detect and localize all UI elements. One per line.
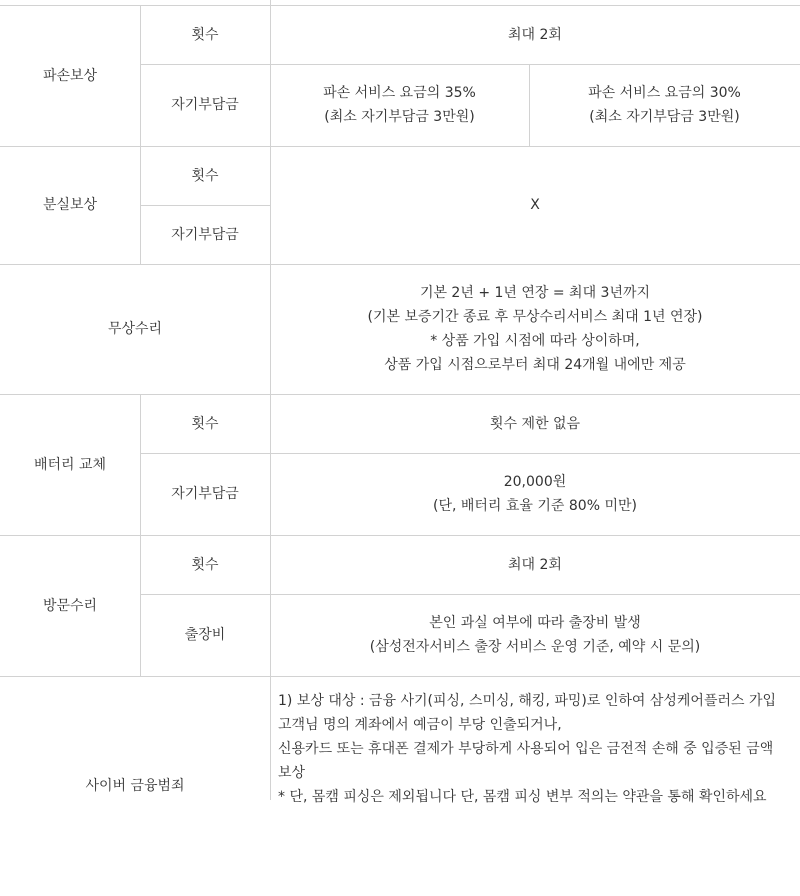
category-damage	[0, 5, 140, 146]
visit-fee-label	[140, 594, 270, 676]
value-line: (최소 자기부담금 3만원)	[324, 109, 475, 125]
battery-count-label	[140, 394, 270, 453]
battery-deductible-label	[140, 453, 270, 535]
category-cyber	[0, 676, 270, 896]
value-line: 파손 서비스 요금의 30%	[588, 85, 741, 101]
category-label: 분실보상	[42, 197, 98, 213]
value-line: * 단, 몸캠 피싱은 제외됩니다 단, 몸캠 피싱 변부 적의는 약관을 통해 확인하세요	[278, 789, 767, 805]
value-text: 최대 2회	[508, 26, 562, 43]
damage-deductible-label	[140, 64, 270, 146]
visit-count-label	[140, 535, 270, 594]
value-line: (최소 자기부담금 3만원)	[589, 109, 740, 125]
value-line: (삼성전자서비스 출장 서비스 운영 기준, 예약 시 문의)	[369, 639, 701, 655]
loss-count-label	[140, 146, 270, 205]
row-label: 자기부담금	[171, 226, 239, 243]
visit-count-value	[270, 535, 800, 594]
value-line: * 상품 가입 시점에 따라 상이하며,	[430, 333, 640, 349]
free-repair-value	[270, 264, 800, 394]
loss-deductible-label	[140, 205, 270, 264]
category-loss	[0, 146, 140, 264]
category-free-repair	[0, 264, 270, 394]
row-label: 횟수	[191, 556, 219, 573]
category-visit	[0, 535, 140, 676]
row-label: 출장비	[184, 627, 226, 643]
row-label: 횟수	[191, 167, 219, 184]
damage-deductible-b	[529, 64, 800, 146]
value-text: 최대 2회	[508, 556, 562, 573]
row-label: 자기부담금	[171, 486, 239, 502]
battery-deductible-value	[270, 453, 800, 535]
value-line: (기본 보증기간 종료 후 무상수리서비스 최대 1년 연장)	[367, 309, 703, 325]
battery-count-value	[270, 394, 800, 453]
value-line: 본인 과실 여부에 따라 출장비 발생	[429, 615, 641, 631]
category-battery	[0, 394, 140, 535]
damage-deductible-a	[270, 64, 529, 146]
value-line: 상품 가입 시점으로부터 최대 24개월 내에만 제공	[384, 357, 686, 373]
value-line: 기본 2년 + 1년 연장 = 최대 3년까지	[419, 285, 651, 301]
value-line: 파손 서비스 요금의 35%	[323, 85, 476, 101]
value-line: 신용카드 또는 휴대폰 결제가 부당하게 사용되어 입은 금전적 손해 중 입증된 금액	[278, 741, 774, 757]
value-line: 20,000원	[503, 474, 567, 490]
value-line: 1) 보상 대상 : 금융 사기(피싱, 스미싱, 해킹, 파밍)로 인하여 삼성케어플러스 가입	[278, 693, 777, 709]
value-line: 고객님 명의 계좌에서 예금이 부당 인출되거나,	[278, 717, 562, 733]
loss-value	[270, 146, 800, 264]
value-line: (단, 배터리 효율 기준 80% 미만)	[433, 498, 637, 514]
row-label: 자기부담금	[171, 97, 239, 113]
value-line: 보상	[278, 765, 306, 781]
row-label: 횟수	[191, 26, 219, 43]
value-text: 횟수 제한 없음	[489, 415, 581, 432]
category-label: 방문수리	[42, 597, 98, 614]
visit-fee-value	[270, 594, 800, 676]
category-label: 무상수리	[107, 321, 163, 337]
damage-count-label	[140, 5, 270, 64]
row-label: 횟수	[191, 415, 219, 432]
damage-count-value	[270, 5, 800, 64]
category-label: 사이버 금융범죄	[85, 778, 185, 794]
category-label: 배터리 교체	[33, 456, 107, 473]
category-label: 파손보상	[42, 67, 98, 84]
value-text: X	[530, 197, 540, 213]
